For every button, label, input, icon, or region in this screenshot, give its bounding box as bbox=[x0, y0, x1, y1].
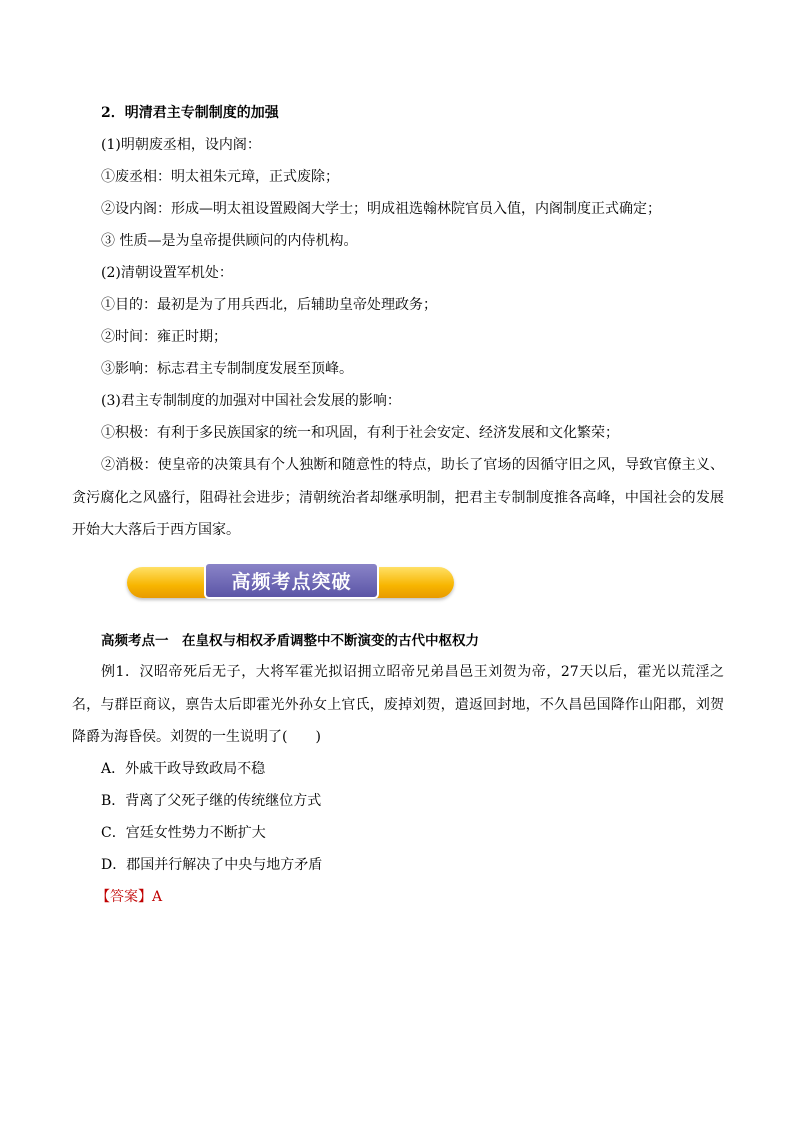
impact-item-2: ②消极：使皇帝的决策具有个人独断和随意性的特点，助长了官场的因循守旧之风，导致官僚主义、贪污腐化之风盛行，阻碍社会进步；清朝统治者却继承明制，把君主专制制度推各高峰，中国社会的发展开始大大落后于西方国家。 bbox=[72, 457, 724, 538]
qing-item-1: ①目的：最初是为了用兵西北，后辅助皇帝处理政务； bbox=[101, 297, 437, 313]
qing-item-2: ②时间：雍正时期； bbox=[101, 329, 227, 345]
option-b: B．背离了父死子继的传统继位方式 bbox=[101, 793, 322, 809]
impact-item-1: ①积极：有利于多民族国家的统一和巩固，有利于社会安定、经济发展和文化繁荣； bbox=[101, 425, 619, 441]
ming-item-1: ①废丞相：明太祖朱元璋，正式废除； bbox=[101, 169, 339, 185]
ming-title: (1)明朝废丞相，设内阁： bbox=[101, 137, 261, 153]
section-heading: 2．明清君主专制制度的加强 bbox=[101, 105, 279, 121]
answer-tag: 【答案】 bbox=[96, 889, 152, 905]
ming-item-3: ③ 性质—是为皇帝提供顾问的内侍机构。 bbox=[101, 233, 358, 249]
section-banner bbox=[127, 562, 454, 603]
answer-value: A bbox=[152, 889, 163, 905]
option-a: A．外戚干政导致政局不稳 bbox=[101, 761, 266, 777]
option-c: C．宫廷女性势力不断扩大 bbox=[101, 825, 266, 841]
example-question: 例1．汉昭帝死后无子，大将军霍光拟诏拥立昭帝兄弟昌邑王刘贺为帝，27天以后，霍光以荒淫之名，与群臣商议，禀告太后即霍光外孙女上官氏，废掉刘贺，遣返回封地，不久昌邑国降作山阳郡，刘贺降爵为海昏侯。刘贺的一生说明了( ) bbox=[72, 664, 724, 745]
qing-title: (2)清朝设置军机处： bbox=[101, 265, 233, 281]
qing-item-3: ③影响：标志君主专制制度发展至顶峰。 bbox=[101, 361, 353, 377]
kaodian-title: 高频考点一 在皇权与相权矛盾调整中不断演变的古代中枢权力 bbox=[101, 633, 479, 649]
banner-label-box bbox=[204, 562, 379, 599]
impact-title: (3)君主专制制度的加强对中国社会发展的影响： bbox=[101, 393, 401, 409]
answer-line bbox=[96, 887, 162, 907]
option-d: D．郡国并行解决了中央与地方矛盾 bbox=[101, 857, 323, 873]
banner-label: 高频考点突破 bbox=[231, 571, 352, 593]
ming-item-2: ②设内阁：形成—明太祖设置殿阁大学士；明成祖选翰林院官员入值，内阁制度正式确定； bbox=[101, 201, 661, 217]
